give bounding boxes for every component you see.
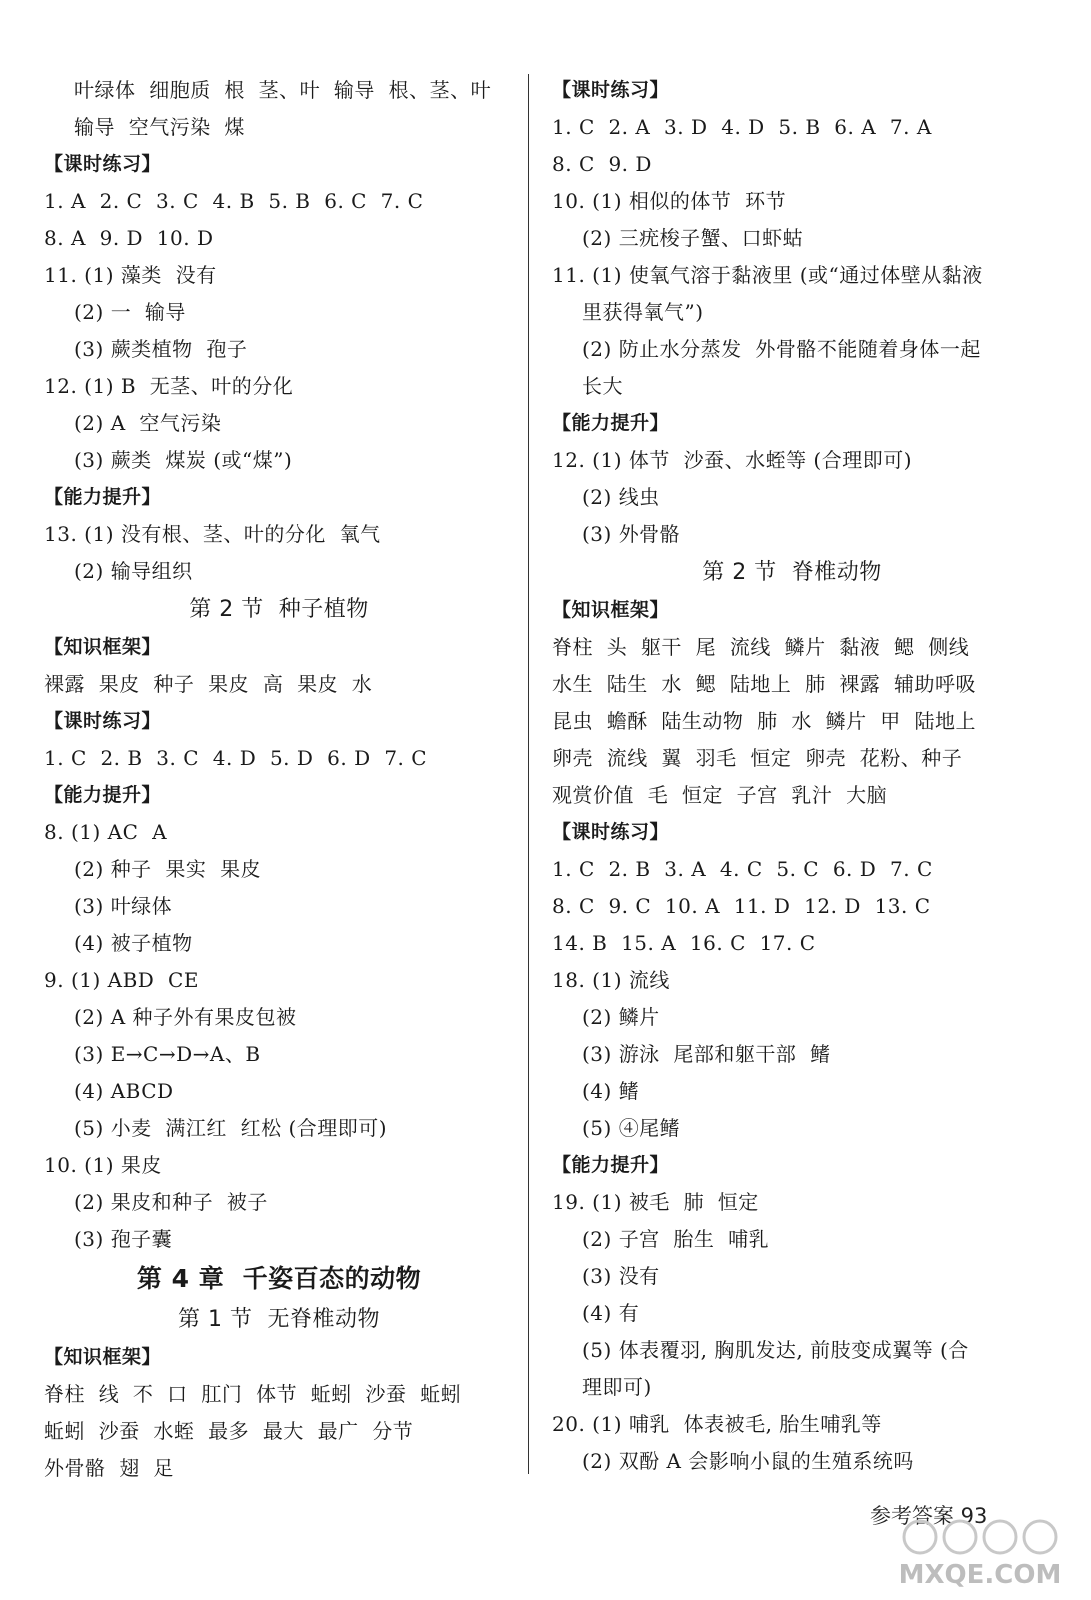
answer-line: 裸露 果皮 种子 果皮 高 果皮 水 xyxy=(44,672,373,696)
section-label: 【课时练习】 xyxy=(44,710,162,732)
section-label: 【能力提升】 xyxy=(552,1154,670,1176)
answer-line: 输导 空气污染 煤 xyxy=(74,115,245,139)
answer-line: 8. C 9. C 10. A 11. D 12. D 13. C xyxy=(552,894,931,918)
answer-line: 19. (1) 被毛 肺 恒定 xyxy=(552,1190,759,1214)
left-column xyxy=(44,72,514,1487)
answer-line: 9. (1) ABD CE xyxy=(44,968,199,992)
page-footer: 参考答案 93 xyxy=(870,1504,988,1528)
answer-line: (3) 叶绿体 xyxy=(74,894,173,918)
section-title: 第 2 节 脊椎动物 xyxy=(702,560,882,585)
answer-line: (3) 游泳 尾部和躯干部 鳍 xyxy=(582,1042,831,1066)
answer-line: (4) 被子植物 xyxy=(74,931,193,955)
answer-line: (3) 外骨骼 xyxy=(582,522,681,546)
answer-line: (2) A 种子外有果皮包被 xyxy=(74,1005,297,1029)
watermark-logo xyxy=(880,1515,1085,1595)
answer-line: 14. B 15. A 16. C 17. C xyxy=(552,931,816,955)
chapter-title: 第 4 章 千姿百态的动物 xyxy=(136,1264,422,1293)
answer-line: (2) 种子 果实 果皮 xyxy=(74,857,262,881)
answer-line: 昆虫 蟾酥 陆生动物 肺 水 鳞片 甲 陆地上 xyxy=(552,709,977,733)
answer-line: (2) 果皮和种子 被子 xyxy=(74,1190,268,1214)
answer-line: (2) 鳞片 xyxy=(582,1005,660,1029)
answer-line: 理即可) xyxy=(582,1375,652,1399)
answer-line: 8. C 9. D xyxy=(552,152,652,176)
answer-line: 1. C 2. B 3. A 4. C 5. C 6. D 7. C xyxy=(552,857,933,881)
answer-line: 观赏价值 毛 恒定 子宫 乳汁 大脑 xyxy=(552,783,888,807)
answer-line: 12. (1) B 无茎、叶的分化 xyxy=(44,374,294,398)
answer-line: 外骨骼 翅 足 xyxy=(44,1456,174,1480)
answer-line: 卵壳 流线 翼 羽毛 恒定 卵壳 花粉、种子 xyxy=(552,746,963,770)
answer-line: (2) 一 输导 xyxy=(74,300,186,324)
answer-line: (3) 孢子囊 xyxy=(74,1227,173,1251)
answer-line: (3) 蕨类植物 孢子 xyxy=(74,337,248,361)
answer-line: 1. C 2. B 3. C 4. D 5. D 6. D 7. C xyxy=(44,746,428,770)
section-label: 【知识框架】 xyxy=(44,1346,162,1368)
answer-line: (2) 子宫 胎生 哺乳 xyxy=(582,1227,770,1251)
section-label: 【课时练习】 xyxy=(552,79,670,101)
answer-line: (2) 线虫 xyxy=(582,485,660,509)
answer-line: 11. (1) 使氧气溶于黏液里 (或“通过体壁从黏液 xyxy=(552,263,983,287)
answer-line: (3) 蕨类 煤炭 (或“煤”) xyxy=(74,448,293,472)
answer-line: (2) 输导组织 xyxy=(74,559,193,583)
answer-line: 13. (1) 没有根、茎、叶的分化 氧气 xyxy=(44,522,381,546)
answer-line: 10. (1) 相似的体节 环节 xyxy=(552,189,787,213)
watermark-text: MXQE.COM xyxy=(898,1560,1062,1590)
answer-line: 里获得氧气”) xyxy=(582,300,704,324)
answer-line: 水生 陆生 水 鳃 陆地上 肺 裸露 辅助呼吸 xyxy=(552,672,977,696)
answer-line: (5) 体表覆羽, 胸肌发达, 前肢变成翼等 (合 xyxy=(582,1338,969,1362)
column-divider xyxy=(528,74,529,1474)
answer-line: (5) ④尾鳍 xyxy=(582,1116,681,1140)
answer-line: 脊柱 线 不 口 肛门 体节 蚯蚓 沙蚕 蚯蚓 xyxy=(44,1382,462,1406)
answer-line: 叶绿体 细胞质 根 茎、叶 输导 根、茎、叶 xyxy=(74,78,492,102)
section-title: 第 2 节 种子植物 xyxy=(189,597,369,622)
answer-line: 8. A 9. D 10. D xyxy=(44,226,214,250)
answer-line: 1. C 2. A 3. D 4. D 5. B 6. A 7. A xyxy=(552,115,932,139)
answer-line: (2) 三疣梭子蟹、口虾蛄 xyxy=(582,226,804,250)
answer-line: (5) 小麦 满江红 红松 (合理即可) xyxy=(74,1116,388,1140)
answer-line: 脊柱 头 躯干 尾 流线 鳞片 黏液 鳃 侧线 xyxy=(552,635,970,659)
section-label: 【课时练习】 xyxy=(44,153,162,175)
section-label: 【知识框架】 xyxy=(552,599,670,621)
section-label: 【能力提升】 xyxy=(44,784,162,806)
answer-line: 10. (1) 果皮 xyxy=(44,1153,162,1177)
answer-line: (4) 鳍 xyxy=(582,1079,640,1103)
answer-line: 1. A 2. C 3. C 4. B 5. B 6. C 7. C xyxy=(44,189,424,213)
answer-line: (4) 有 xyxy=(582,1301,640,1325)
section-label: 【知识框架】 xyxy=(44,636,162,658)
answer-line: (2) A 空气污染 xyxy=(74,411,222,435)
answer-line: 11. (1) 藻类 没有 xyxy=(44,263,217,287)
answer-line: 长大 xyxy=(582,374,623,398)
answer-line: 蚯蚓 沙蚕 水蛭 最多 最大 最广 分节 xyxy=(44,1419,414,1443)
answer-line: 18. (1) 流线 xyxy=(552,968,670,992)
answer-line: (3) E→C→D→A、B xyxy=(74,1042,261,1066)
answer-line: 12. (1) 体节 沙蚕、水蛭等 (合理即可) xyxy=(552,448,913,472)
answer-line: 8. (1) AC A xyxy=(44,820,168,844)
answer-line: (4) ABCD xyxy=(74,1079,174,1103)
right-column xyxy=(552,72,1032,1480)
section-label: 【能力提升】 xyxy=(552,412,670,434)
section-label: 【能力提升】 xyxy=(44,486,162,508)
section-label: 【课时练习】 xyxy=(552,821,670,843)
section-title: 第 1 节 无脊椎动物 xyxy=(178,1307,380,1332)
answer-line: (2) 双酚 A 会影响小鼠的生殖系统吗 xyxy=(582,1449,914,1473)
answer-line: (3) 没有 xyxy=(582,1264,660,1288)
answer-line: 20. (1) 哺乳 体表被毛, 胎生哺乳等 xyxy=(552,1412,882,1436)
answer-line: (2) 防止水分蒸发 外骨骼不能随着身体一起 xyxy=(582,337,981,361)
